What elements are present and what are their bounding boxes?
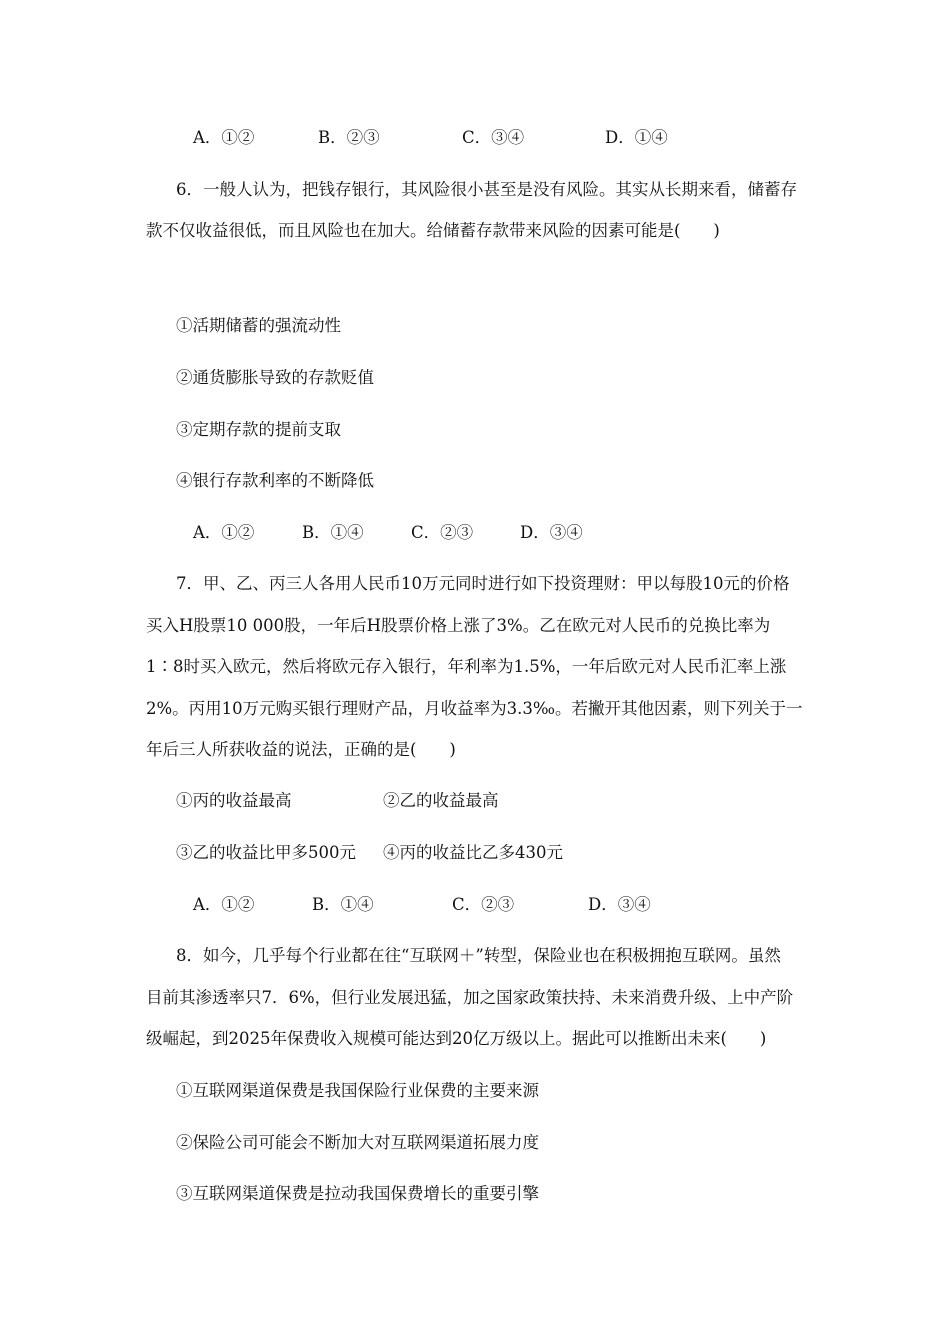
q8-stem-line-1: 8．如今，几乎每个行业都在往“互联网＋”转型，保险业也在积极拥抱互联网。虽然 xyxy=(176,946,781,965)
q6-option-a: A．①② xyxy=(193,523,255,542)
q7-option-c: C．②③ xyxy=(452,895,515,914)
q6-stem-line-2: 款不仅收益很低，而且风险也在加大。给储蓄存款带来风险的因素可能是( ) xyxy=(146,221,720,240)
q8-item-1: ①互联网渠道保费是我国保险行业保费的主要来源 xyxy=(176,1081,539,1100)
q6-item-4: ④银行存款利率的不断降低 xyxy=(176,471,374,490)
q5-option-d: D．①④ xyxy=(605,128,668,147)
q6-option-c: C．②③ xyxy=(411,523,474,542)
q7-item-4: ④丙的收益比乙多430元 xyxy=(383,843,563,862)
q7-items-row-1 xyxy=(0,789,950,813)
q5-options xyxy=(0,126,950,150)
q6-options xyxy=(0,521,950,545)
q8-stem-line-3: 级崛起，到2025年保费收入规模可能达到20亿万级以上。据此可以推断出未来( ) xyxy=(146,1029,767,1048)
q7-option-b: B．①④ xyxy=(312,895,374,914)
q6-item-3: ③定期存款的提前支取 xyxy=(176,420,341,439)
q6-option-d: D．③④ xyxy=(520,523,583,542)
q7-stem-line-5: 年后三人所获收益的说法，正确的是( ) xyxy=(146,740,456,759)
q7-option-d: D．③④ xyxy=(588,895,651,914)
q8-item-3: ③互联网渠道保费是拉动我国保费增长的重要引擎 xyxy=(176,1184,539,1203)
q6-stem-line-1: 6．一般人认为，把钱存银行，其风险很小甚至是没有风险。其实从长期来看，储蓄存 xyxy=(176,180,797,199)
q7-item-3: ③乙的收益比甲多500元 xyxy=(176,843,356,862)
q7-stem-line-2: 买入H股票10 000股，一年后H股票价格上涨了3%。乙在欧元对人民币的兑换比率为 xyxy=(146,616,771,635)
q6-item-1: ①活期储蓄的强流动性 xyxy=(176,316,341,335)
q7-items-row-2 xyxy=(0,841,950,865)
q5-option-b: B．②③ xyxy=(318,128,380,147)
q7-stem-line-3: 1∶8时买入欧元，然后将欧元存入银行，年利率为1.5%，一年后欧元对人民币汇率上涨 xyxy=(146,657,787,676)
q5-option-c: C．③④ xyxy=(462,128,525,147)
q6-option-b: B．①④ xyxy=(302,523,364,542)
q6-item-2: ②通货膨胀导致的存款贬值 xyxy=(176,368,374,387)
q7-stem-line-4: 2%。丙用10万元购买银行理财产品，月收益率为3.3‰。若撇开其他因素，则下列关于一 xyxy=(146,699,803,718)
q7-options xyxy=(0,893,950,917)
q7-item-1: ①丙的收益最高 xyxy=(176,791,292,810)
q7-item-2: ②乙的收益最高 xyxy=(383,791,499,810)
q7-stem-line-1: 7．甲、乙、丙三人各用人民币10万元同时进行如下投资理财：甲以每股10元的价格 xyxy=(176,574,790,593)
q8-item-2: ②保险公司可能会不断加大对互联网渠道拓展力度 xyxy=(176,1133,539,1152)
q7-option-a: A．①② xyxy=(193,895,255,914)
q8-stem-line-2: 目前其渗透率只7．6%，但行业发展迅猛，加之国家政策扶持、未来消费升级、上中产阶 xyxy=(146,988,794,1007)
q5-option-a: A．①② xyxy=(193,128,255,147)
